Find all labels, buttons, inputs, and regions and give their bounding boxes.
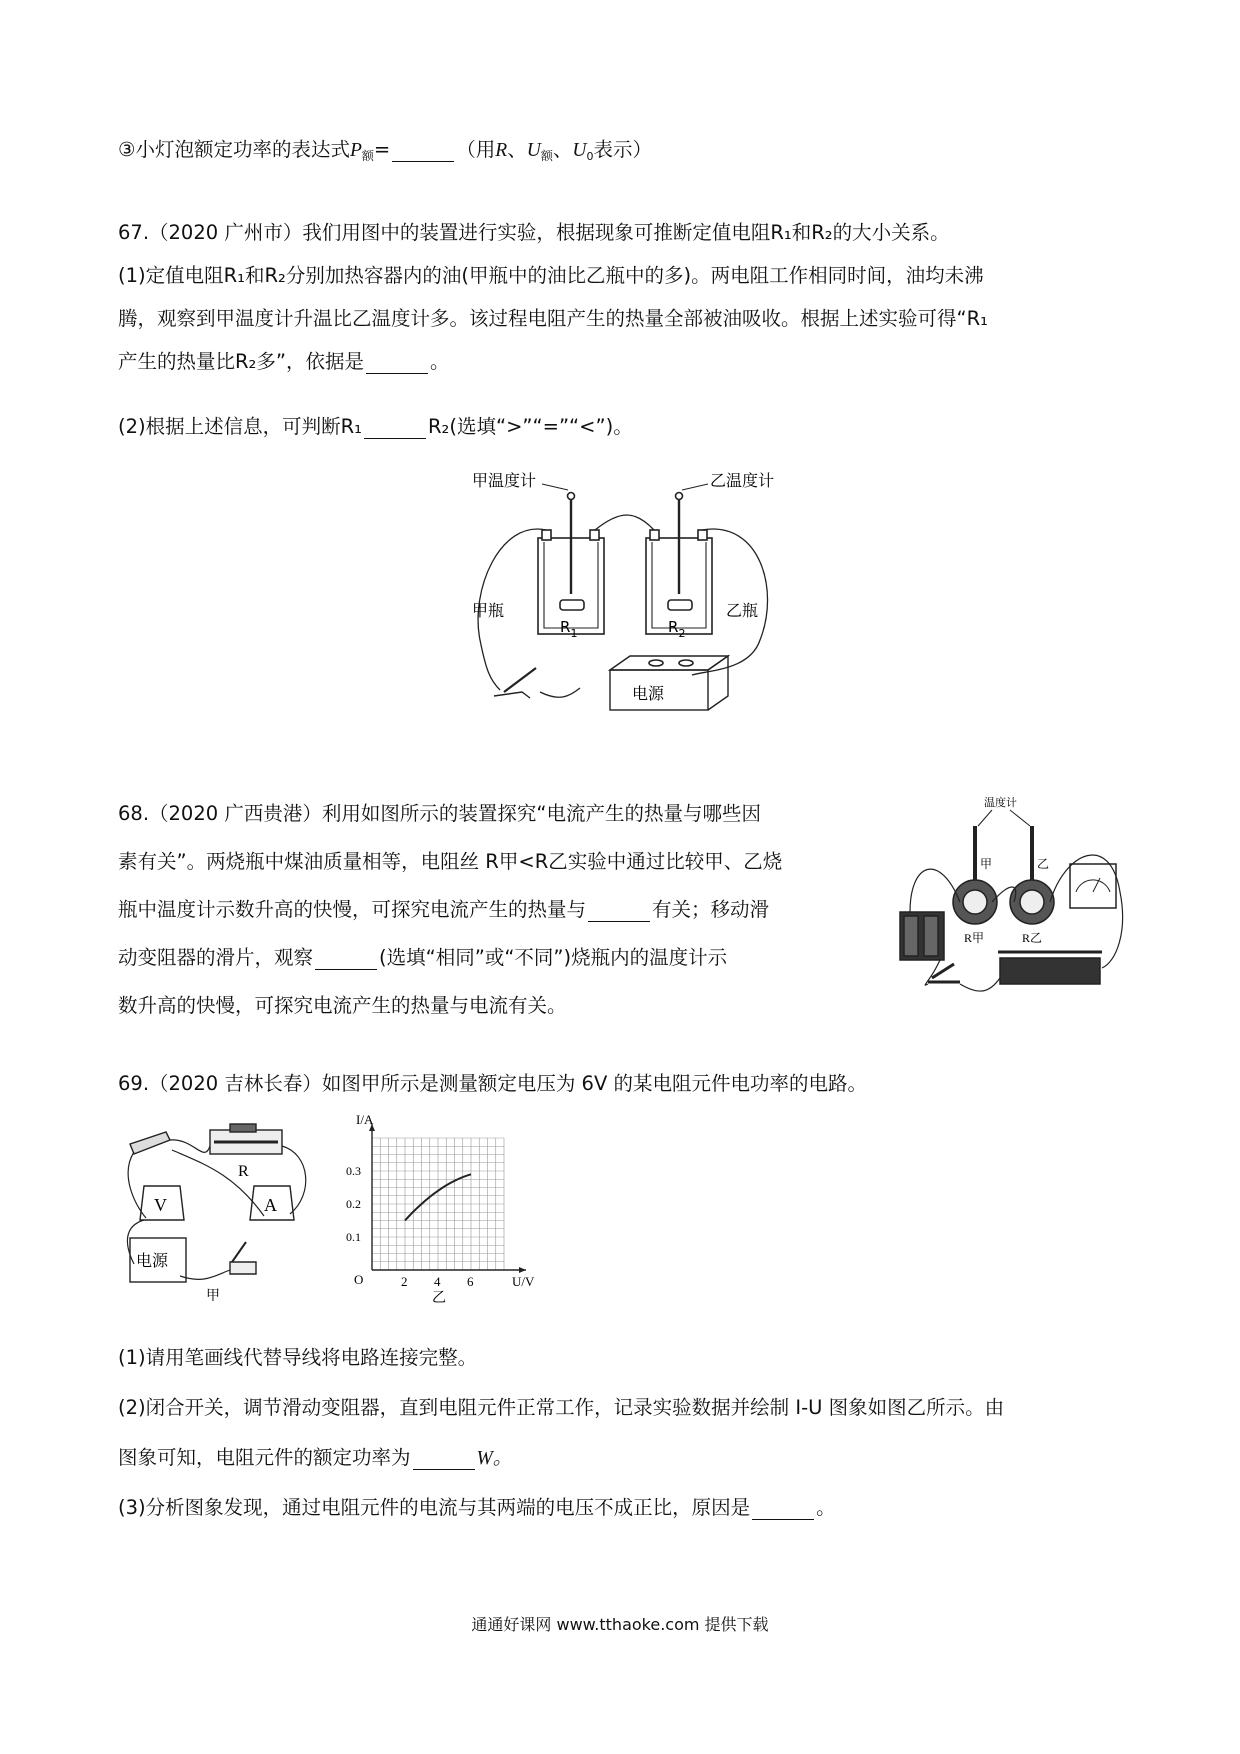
q69-part1: (1)请用笔画线代替导线将电路连接完整。 [118,1346,478,1369]
resistor-a-label: R甲 [964,931,985,945]
q68-line2: 素有关”。两烧瓶中煤油质量相等，电阻丝 R甲<R乙实验中通过比较甲、乙烧 [118,850,783,873]
y-axis-label: I/A [356,1112,374,1127]
page-footer: 通通好课网 www.tthaoke.com 提供下载 [471,1615,769,1634]
q69-intro: 69.（2020 吉林长春）如图甲所示是测量额定电压为 6V 的某电阻元件电功率的电路。 [118,1072,867,1095]
y-tick-label: 0.1 [346,1230,361,1244]
y-tick-label: 0.3 [346,1164,361,1178]
q69-part2-line2: 图象可知，电阻元件的额定功率为 W。 [118,1446,513,1469]
x-tick-label: 2 [401,1274,408,1289]
q67-part2: (2)根据上述信息，可判断R₁ R₂(选填“>”“=”“<”)。 [118,415,633,438]
resistor-b-label: R乙 [1022,931,1043,945]
figure-a-caption: 甲 [206,1288,220,1304]
answer-blank[interactable] [364,418,426,439]
q68-line1: 68.（2020 广西贵港）利用如图所示的装置探究“电流产生的热量与哪些因 [118,802,761,825]
rheostat-shape [1000,958,1100,984]
q68-apparatus-figure [880,792,1130,997]
q69-circuit-figure [114,1114,344,1304]
rheostat-label: R [238,1163,249,1180]
q69-iu-chart [344,1110,554,1305]
flask-b-label: 乙瓶 [726,601,759,620]
answer-blank[interactable] [588,901,650,922]
q68-line3: 瓶中温度计示数升高的快慢，可探究电流产生的热量与 有关；移动滑 [118,898,770,921]
power-source-label: 电源 [136,1251,169,1270]
r1-label: $R_1$ [560,618,578,640]
y-tick-label: 0.2 [346,1197,361,1211]
flask-b-label: 乙 [1037,857,1050,871]
resistor-element-shape [130,1132,170,1154]
voltmeter-label: V [154,1195,167,1215]
answer-blank[interactable] [752,1499,814,1520]
origin-label: O [354,1272,364,1287]
x-tick-label: 6 [467,1274,474,1289]
x-tick-label: 4 [434,1274,441,1289]
ammeter-shape [1070,864,1116,908]
answer-blank[interactable] [392,141,454,162]
answer-blank[interactable] [366,353,428,374]
flask-a-label: 甲 [980,857,993,871]
q67-apparatus-figure [460,470,780,720]
thermometer-label: 温度计 [984,796,1017,809]
q69-part2-line1: (2)闭合开关，调节滑动变阻器，直到电阻元件正常工作，记录实验数据并绘制 I-U 图象如图乙所示。由 [118,1396,1005,1419]
resistor-r2-shape [668,600,692,610]
answer-blank[interactable] [413,1449,475,1470]
r2-label: $R_2$ [668,618,686,640]
resistor-r1-shape [560,600,584,610]
q67-part1-line3: 产生的热量比R₂多”，依据是 。 [118,350,450,373]
q67-part1-line2: 腾，观察到甲温度计升温比乙温度计多。该过程电阻产生的热量全部被油吸收。根据上述实验可得“R₁ [118,307,988,330]
flask-a-label: 甲瓶 [472,601,505,620]
q69-part3: (3)分析图象发现，通过电阻元件的电流与其两端的电压不成正比，原因是 。 [118,1496,836,1519]
power-source-label: 电源 [632,684,665,703]
q67-intro: 67.（2020 广州市）我们用图中的装置进行实验，根据现象可推断定值电阻R₁和R₂的大小关系。 [118,221,950,244]
q66-part3: ③小灯泡额定功率的表达式$P_额=$ （用R、$U_额$、$U_0$表示） [118,138,652,163]
chart-grid [372,1138,504,1270]
answer-blank[interactable] [315,949,377,970]
thermometer-b-label: 乙温度计 [710,471,775,490]
thermometer-a-label: 甲温度计 [472,471,537,490]
x-axis-label: U/V [512,1274,535,1289]
q68-line5: 数升高的快慢，可探究电流产生的热量与电流有关。 [118,994,567,1017]
x-axis-arrow [519,1267,526,1273]
ammeter-label: A [264,1195,277,1215]
q68-line4: 动变阻器的滑片，观察 (选填“相同”或“不同”)烧瓶内的温度计示 [118,946,728,969]
q67-part1-line1: (1)定值电阻R₁和R₂分别加热容器内的油(甲瓶中的油比乙瓶中的多)。两电阻工作相同时间，油均未沸 [118,264,984,287]
figure-b-caption: 乙 [432,1290,446,1305]
